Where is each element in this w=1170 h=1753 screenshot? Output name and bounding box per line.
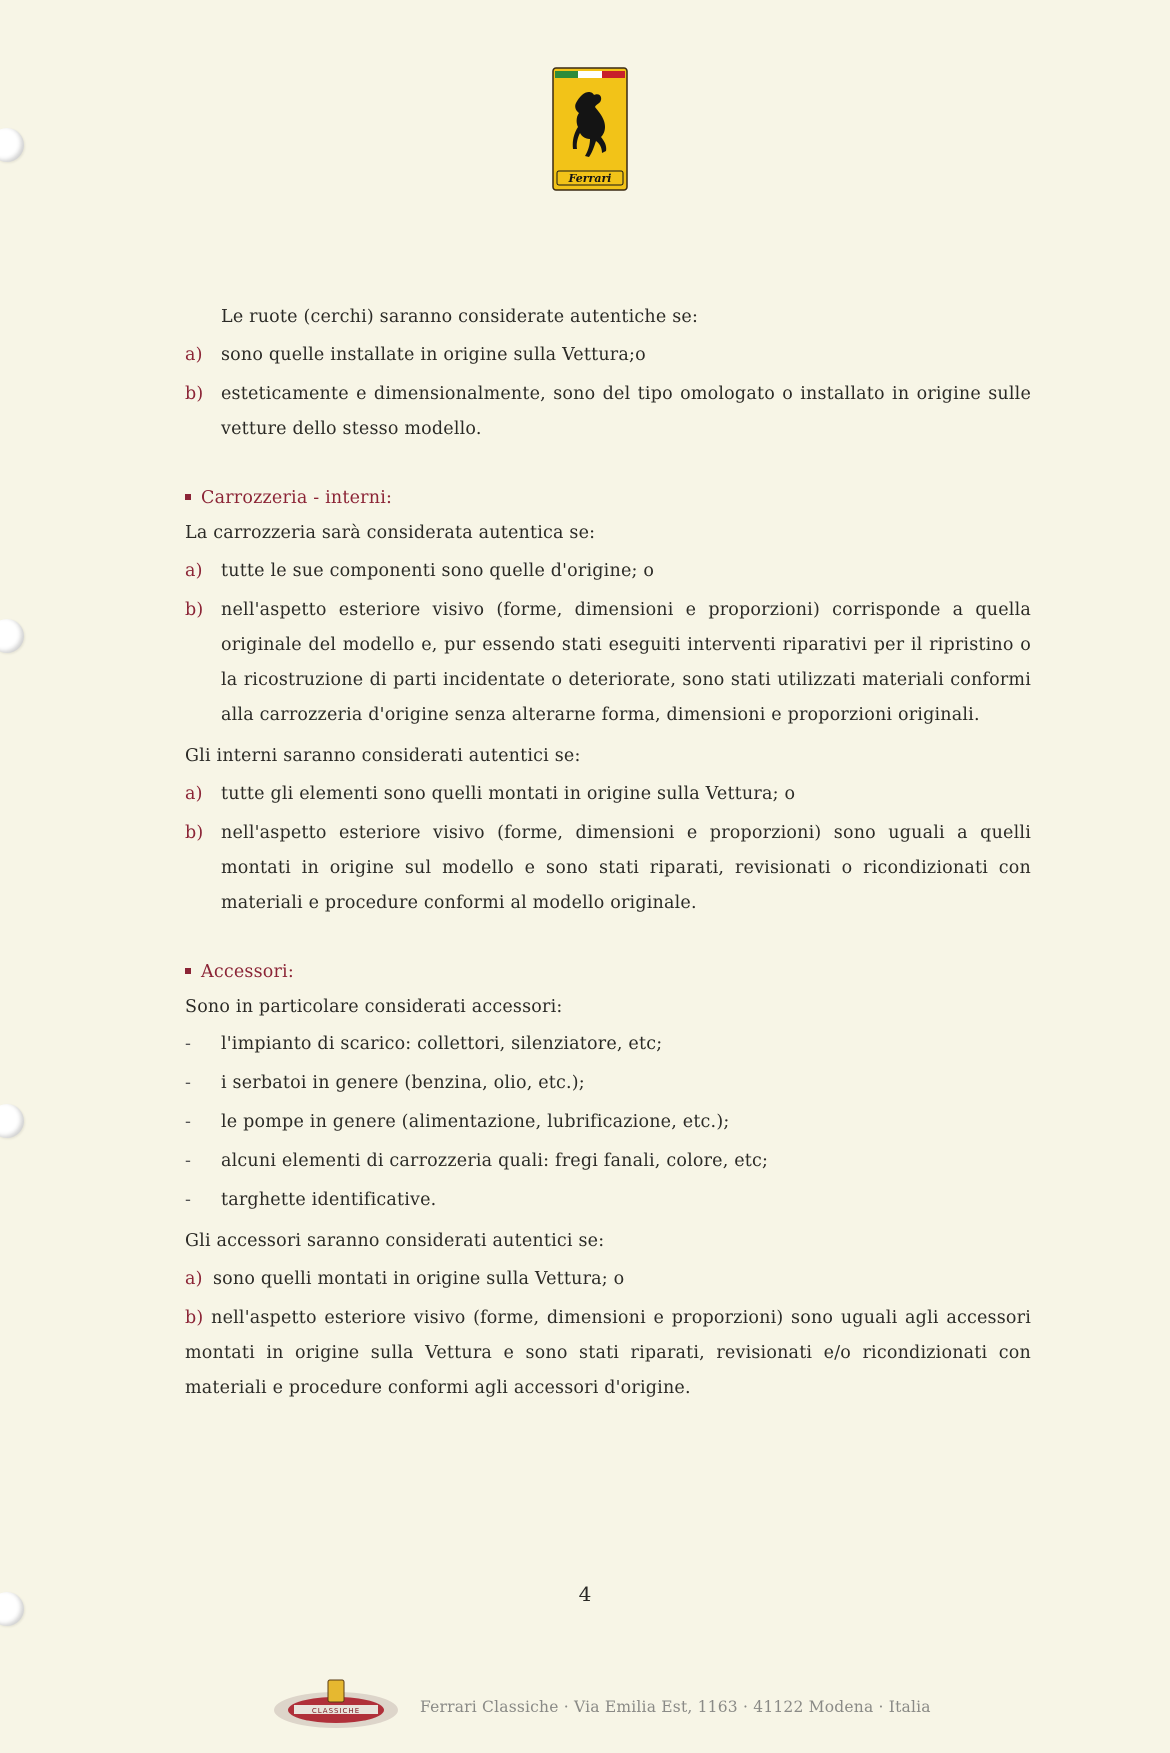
item-marker: - (185, 1034, 192, 1054)
item-text: targhette identificative. (221, 1190, 437, 1210)
logo-wordmark: Ferrari (568, 172, 612, 185)
footer-logo-text: CLASSICHE (311, 1707, 361, 1715)
item-text: nell'aspetto esteriore visivo (forme, dimensioni e proporzioni) corrisponde a quella originale del modello e, pur essendo stati eseguiti interventi riparativi per il ripristino o la ricostruzione di parti incidentate o deteriorate, sono stati utilizzati materiali conformi alla carrozzeria d'origine senza alterarne forma, dimensioni e proporzioni originali. (221, 600, 1031, 725)
item-marker: a) (185, 784, 203, 804)
item-marker: a) (185, 1269, 203, 1289)
list-item (185, 1105, 1031, 1140)
punch-hole (0, 128, 24, 162)
section-heading-bodywork (185, 481, 1031, 516)
item-marker: - (185, 1112, 192, 1132)
item-text: nell'aspetto esteriore visivo (forme, dimensioni e proporzioni) sono uguali agli accessori montati in origine sulla Vettura e sono stati riparati, revisionati e/o ricondizionati con materiali e procedure conformi agli accessori d'origine. (185, 1308, 1031, 1398)
footer (270, 1668, 970, 1738)
item-marker: b) (185, 1308, 204, 1328)
item-text: sono quelle installate in origine sulla Vettura;o (221, 345, 646, 365)
list-item (185, 777, 1031, 812)
heading-text: Accessori: (201, 962, 294, 982)
item-text: tutte le sue componenti sono quelle d'origine; o (221, 561, 655, 581)
item-text: alcuni elementi di carrozzeria quali: fregi fanali, colore, etc; (221, 1151, 769, 1171)
item-text: esteticamente e dimensionalmente, sono del tipo omologato o installato in origine sulle vetture dello stesso modello. (221, 384, 1031, 439)
list-item (185, 338, 1031, 373)
list-item (185, 593, 1031, 733)
footer-address: Ferrari Classiche · Via Emilia Est, 1163 · 41122 Modena · Italia (420, 1698, 931, 1716)
accessories-intro: Sono in particolare considerati accessori: (185, 997, 563, 1017)
ferrari-shield-icon (552, 67, 628, 191)
punch-hole (0, 1104, 24, 1138)
list-item (185, 1144, 1031, 1179)
item-marker: - (185, 1190, 192, 1210)
heading-bullet-icon (185, 968, 191, 974)
item-text: le pompe in genere (alimentazione, lubrificazione, etc.); (221, 1112, 730, 1132)
heading-bullet-icon (185, 494, 191, 500)
item-text: l'impianto di scarico: collettori, silenziatore, etc; (221, 1034, 663, 1054)
list-item (185, 377, 1031, 447)
item-marker: - (185, 1151, 192, 1171)
item-marker: b) (185, 384, 204, 404)
list-item (185, 554, 1031, 589)
section-heading-accessories (185, 955, 1031, 990)
item-marker: b) (185, 823, 204, 843)
item-marker: - (185, 1073, 192, 1093)
item-text: sono quelli montati in origine sulla Vettura; o (213, 1269, 625, 1289)
list-item (185, 1262, 1031, 1297)
list-item (185, 1066, 1031, 1101)
bodywork-intro: La carrozzeria sarà considerata autentica se: (185, 523, 596, 543)
list-item (185, 1183, 1031, 1218)
item-marker: a) (185, 561, 203, 581)
list-item (185, 1301, 1031, 1406)
item-marker: b) (185, 600, 204, 620)
heading-text: Carrozzeria - interni: (201, 488, 393, 508)
interior-intro: Gli interni saranno considerati autentici se: (185, 746, 581, 766)
item-marker: a) (185, 345, 203, 365)
item-text: tutte gli elementi sono quelli montati in origine sulla Vettura; o (221, 784, 796, 804)
list-item (185, 816, 1031, 921)
item-text: i serbatoi in genere (benzina, olio, etc.); (221, 1073, 585, 1093)
document-body (185, 300, 1031, 1410)
list-item (185, 1027, 1031, 1062)
page-number: 4 (578, 1582, 592, 1606)
ferrari-logo (552, 67, 628, 191)
wheels-intro: Le ruote (cerchi) saranno considerate autentiche se: (221, 307, 699, 327)
accessories-auth-intro: Gli accessori saranno considerati autentici se: (185, 1231, 605, 1251)
ferrari-classiche-logo-icon (270, 1674, 402, 1736)
item-text: nell'aspetto esteriore visivo (forme, dimensioni e proporzioni) sono uguali a quelli montati in origine sul modello e sono stati riparati, revisionati o ricondizionati con materiali e procedure conformi al modello originale. (221, 823, 1031, 913)
punch-hole (0, 619, 24, 653)
